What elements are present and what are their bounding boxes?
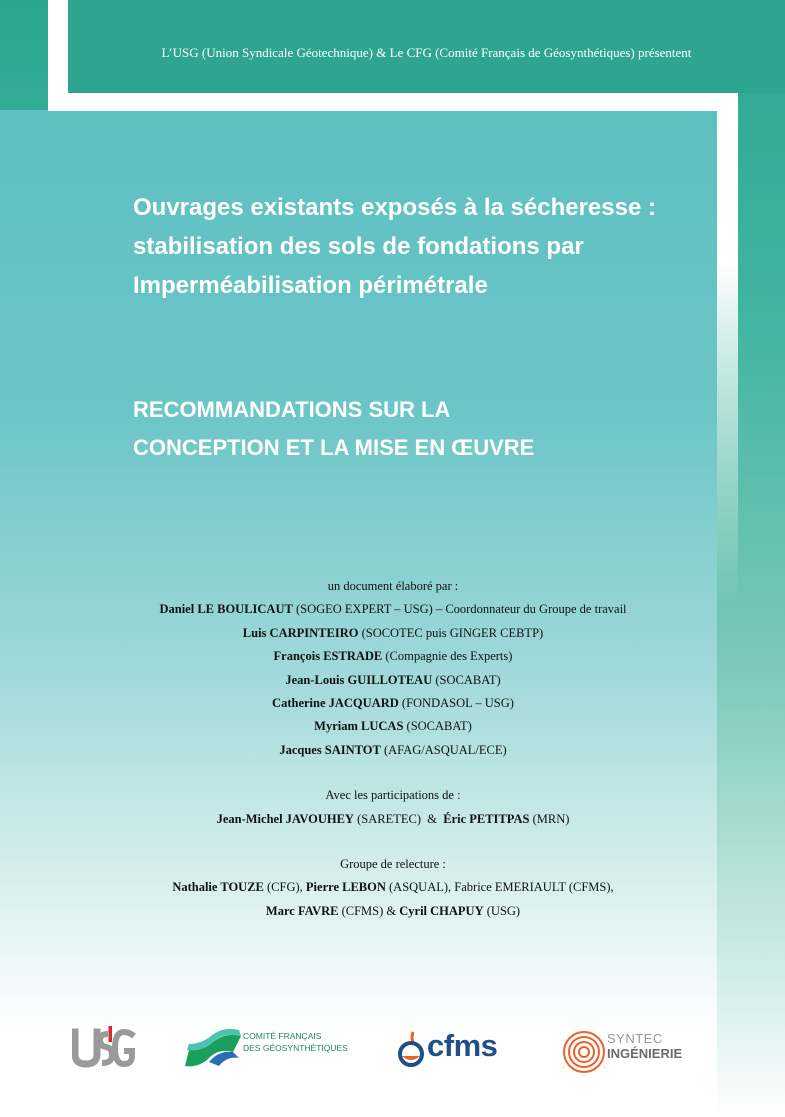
title-line-2: stabilisation des sols de fondations par	[133, 233, 584, 260]
review-line-1	[68, 876, 718, 899]
cfg-logo-mark	[183, 1028, 245, 1078]
author-line	[68, 669, 718, 692]
cfg-logo-text	[243, 1030, 348, 1054]
document-title	[133, 188, 693, 305]
author-name: Daniel LE BOULICAUT	[159, 602, 293, 617]
author-line	[68, 739, 718, 762]
author-affiliation: (Compagnie des Experts)	[385, 649, 513, 664]
document-subtitle	[133, 391, 693, 467]
author-name: Jacques SAINTOT	[279, 742, 381, 757]
syntec-logo-mark	[562, 1030, 606, 1074]
cfms-logo-text: cfms	[427, 1028, 498, 1063]
cfg-logo-line-2: DES GÉOSYNTHÉTIQUES	[243, 1043, 348, 1053]
authors-intro: un document élaboré par :	[327, 579, 459, 593]
presenters-line: L’USG (Union Syndicale Géotechnique) & Le CFG (Comité Français de Géosynthétiques) présentent	[161, 45, 692, 60]
review-intro: Groupe de relecture :	[340, 857, 446, 872]
reviewer-name: Pierre LEBON	[305, 880, 386, 895]
reviewer-affiliation: (ASQUAL), Fabrice EMERIAULT (CFMS),	[389, 880, 614, 895]
author-name: Myriam LUCAS	[314, 719, 404, 734]
author-name: Jean-Louis GUILLOTEAU	[285, 672, 433, 687]
title-line-3: Imperméabilisation périmétrale	[133, 272, 488, 299]
reviewer-affiliation: (CFMS) &	[341, 903, 397, 918]
review-line-2	[68, 900, 718, 923]
partner-logos	[0, 1018, 785, 1088]
author-line	[68, 715, 718, 738]
author-affiliation: (FONDASOL – USG)	[401, 696, 514, 711]
participant-affiliation: (MRN)	[532, 811, 570, 826]
cfms-logo-mark	[397, 1030, 427, 1070]
author-affiliation: (SOCABAT)	[435, 672, 501, 687]
syntec-logo-line-1: SYNTEC	[607, 1031, 663, 1046]
participations-line	[68, 808, 718, 831]
author-name: Catherine JACQUARD	[272, 696, 399, 711]
credits-block	[68, 575, 718, 923]
spacer	[68, 762, 718, 784]
reviewer-name: Nathalie TOUZE	[172, 880, 264, 895]
participant-name: Jean-Michel JAVOUHEY	[216, 811, 354, 826]
subtitle-line-2: CONCEPTION ET LA MISE EN ŒUVRE	[133, 435, 535, 460]
participations-intro: Avec les participations de :	[325, 788, 461, 803]
title-line-1: Ouvrages existants exposés à la sécheresse :	[133, 194, 656, 221]
author-line	[68, 645, 718, 668]
cfg-logo	[183, 1018, 348, 1088]
usg-logo-mark	[72, 1018, 138, 1088]
author-affiliation: (SOGEO EXPERT – USG) – Coordonnateur du Groupe de travail	[295, 602, 627, 617]
frame-right-stripe	[717, 93, 738, 263]
author-name: François ESTRADE	[273, 649, 383, 664]
participant-separator: &	[427, 811, 437, 826]
author-line	[68, 622, 718, 645]
author-affiliation: (SOCABAT)	[406, 719, 472, 734]
author-line	[68, 598, 718, 621]
reviewer-name: Marc FAVRE	[265, 903, 339, 918]
reviewer-affiliation: (CFG),	[267, 880, 303, 895]
cfms-logo	[397, 1018, 515, 1088]
reviewer-affiliation: (USG)	[486, 903, 521, 918]
subtitle-line-1: RECOMMANDATIONS SUR LA	[133, 397, 451, 422]
syntec-logo	[562, 1018, 694, 1088]
author-affiliation: (SOCOTEC puis GINGER CEBTP)	[361, 625, 544, 640]
author-line	[68, 692, 718, 715]
author-name: Luis CARPINTEIRO	[242, 625, 359, 640]
syntec-logo-line-2: INGÉNIERIE	[607, 1046, 683, 1061]
spacer	[68, 831, 718, 853]
syntec-logo-text	[607, 1031, 682, 1061]
participant-name: Éric PETITPAS	[443, 811, 530, 826]
usg-logo	[72, 1018, 138, 1088]
frame-right-stripe-fade	[717, 263, 738, 603]
author-affiliation: (AFAG/ASQUAL/ECE)	[383, 742, 507, 757]
frame-horizontal-stripe	[48, 93, 738, 111]
participant-affiliation: (SARETEC)	[357, 811, 421, 826]
reviewer-name: Cyril CHAPUY	[399, 903, 484, 918]
cfg-logo-line-1: COMITÉ FRANÇAIS	[243, 1031, 322, 1041]
